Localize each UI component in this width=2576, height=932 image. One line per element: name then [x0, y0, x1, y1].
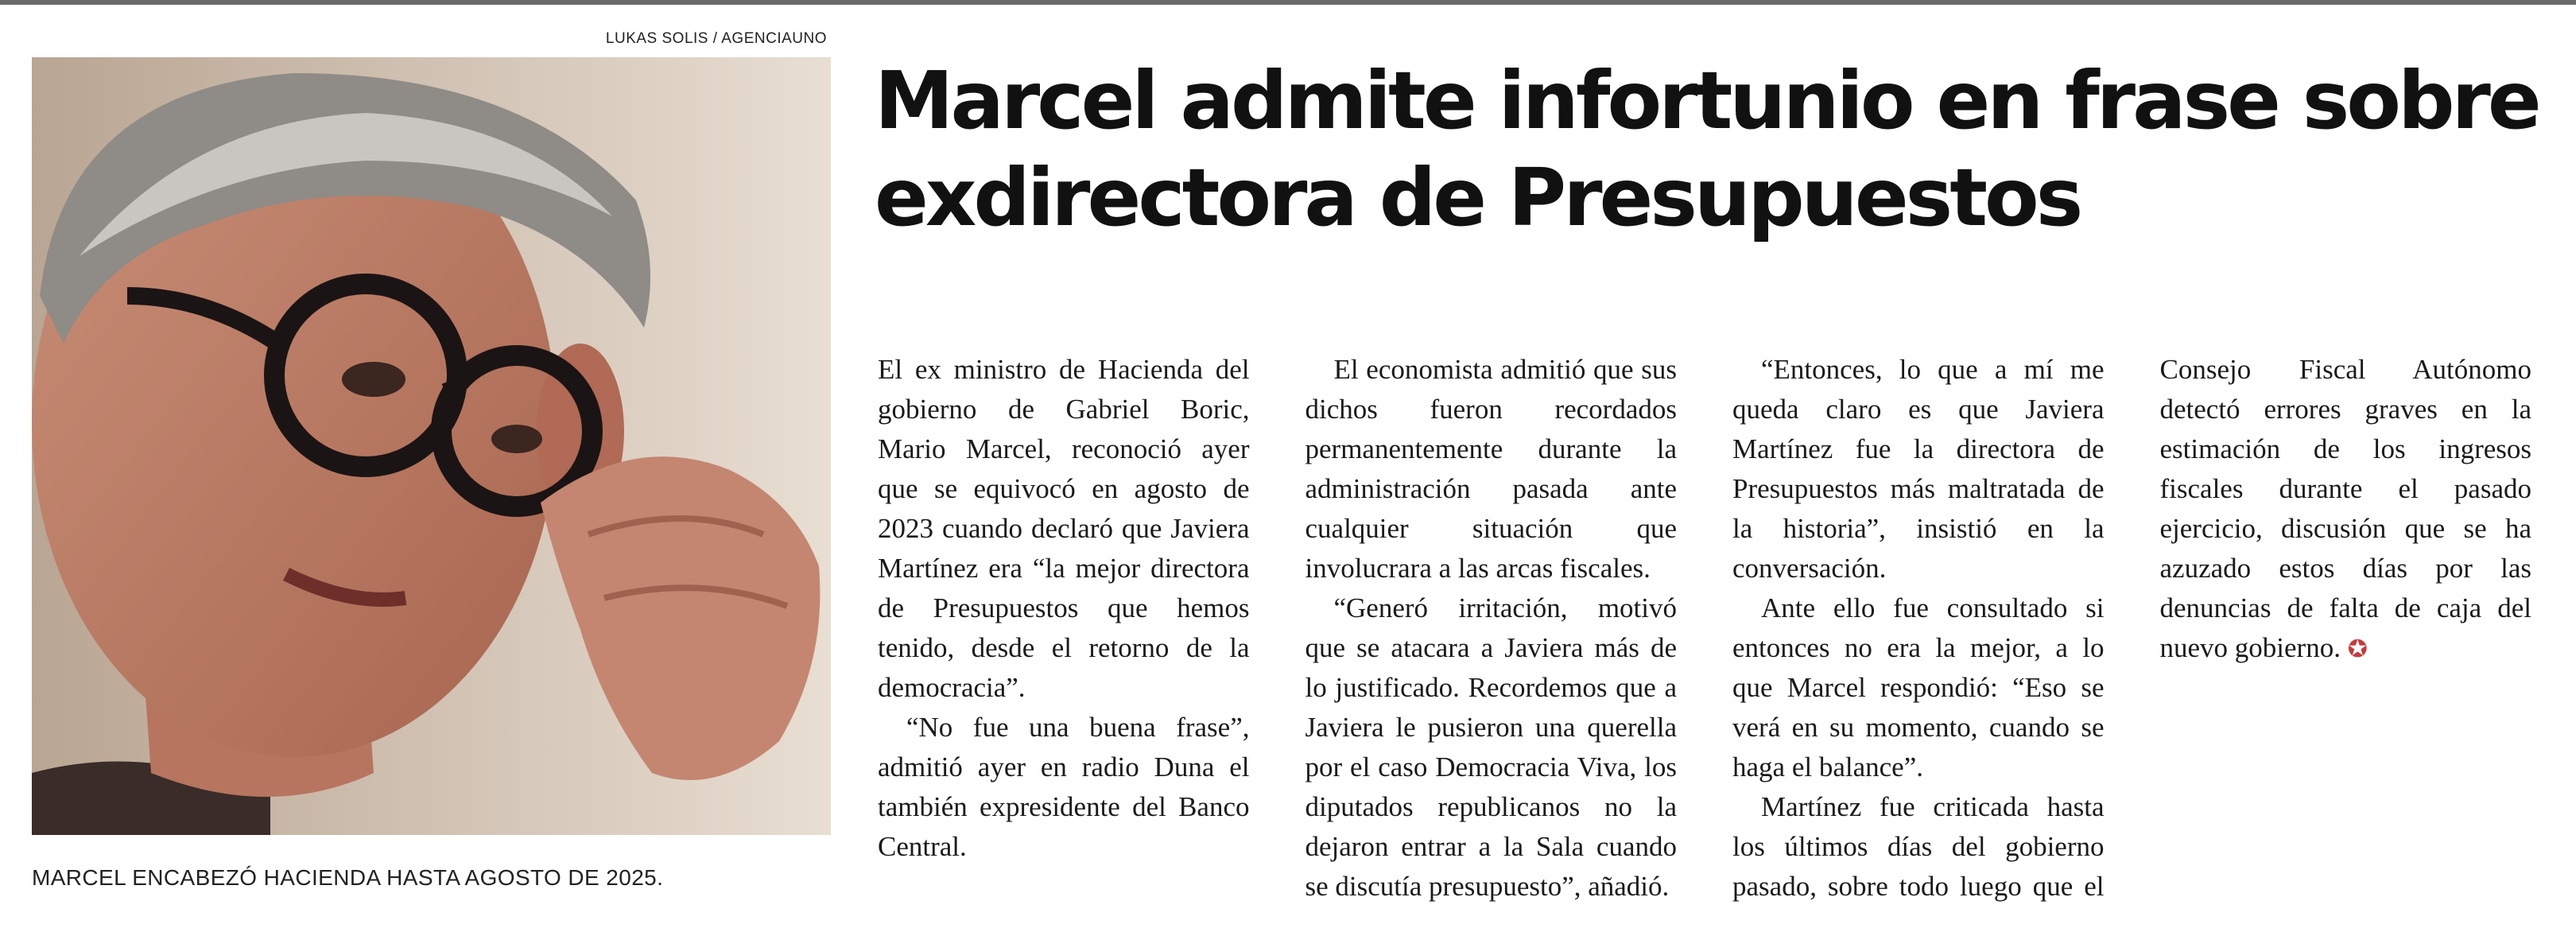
- article-headline: Marcel admite infortunio en frase sobre exdirectora de Presupuestos: [875, 54, 2539, 244]
- photo-credit: LUKAS SOLIS / AGENCIAUNO: [605, 30, 827, 47]
- article-paragraph: El ex ministro de Hacienda del gobierno de Gabriel Boric, Mario Marcel, reconoció ayer que se equivocó en agosto de 2023 cuando declaró que Javiera Martínez era “la mejor directora de Presupuestos que hemos tenido, desde el retorno de la democracia”.: [878, 354, 1250, 703]
- article-paragraph: “No fue una buena frase”, admitió ayer en radio Duna el también expresidente del Banco Central.: [878, 712, 1250, 862]
- article-paragraph: “Entonces, lo que a mí me queda claro es que Javiera Martínez fue la directora de Presupuestos más maltratada de la historia”, insistió en la conversación.: [1732, 354, 2105, 584]
- article-paragraph: Ante ello fue consultado si entonces no era la mejor, a lo que Marcel respondió: “Eso se verá en su momento, cuando se haga el balance”.: [1732, 592, 2105, 782]
- article-body: [878, 350, 2531, 907]
- top-rule: [0, 0, 2576, 5]
- end-of-article-star-icon: ✪: [2347, 636, 2368, 662]
- portrait-photo: [32, 57, 831, 835]
- article-paragraph-text: Martínez fue criticada hasta los últimos días del gobierno pasado, sobre todo luego que el Consejo Fiscal Autónomo detectó errores graves en la estimación de los ingresos fiscales durante el pasado ejercicio, discusión que se ha azuzado estos días por las denuncias de falta de caja del nuevo gobierno.: [1732, 354, 2531, 902]
- photo-caption: MARCEL ENCABEZÓ HACIENDA HASTA AGOSTO DE 2025.: [32, 865, 664, 890]
- article-paragraph: “Generó irritación, motivó que se atacara a Javiera más de lo justificado. Recordemos que a Javiera le pusieron una querella por el caso Democracia Viva, los diputados republicanos no la dejaron entrar a la Sala cuando se discutía presupuesto”, añadió.: [1305, 592, 1677, 902]
- portrait-illustration: [32, 57, 831, 835]
- article-paragraph: El economista admitió que sus dichos fueron recordados permanentemente durante la administración pasada ante cualquier situación que involucrara a las arcas fiscales.: [1305, 354, 1677, 584]
